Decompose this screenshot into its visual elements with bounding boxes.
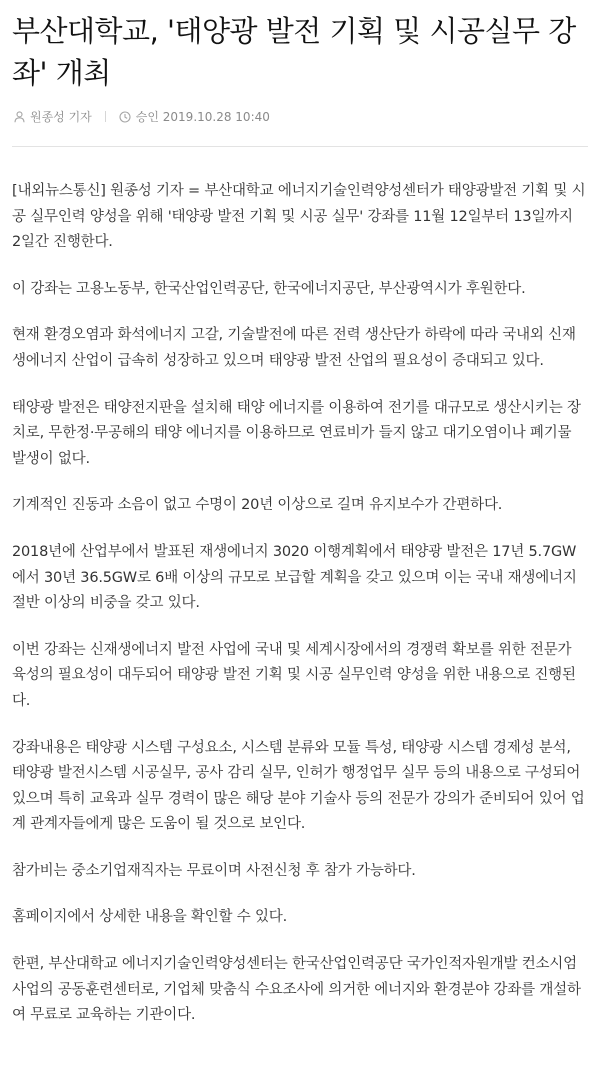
paragraph: [내외뉴스통신] 원종성 기자 = 부산대학교 에너지기술인력양성센터가 태양광발전 기획 및 시공 실무인력 양성을 위해 '태양광 발전 기획 및 시공 실무' 강좌를 11월 12일부터 13일까지 2일간 진행한다.: [12, 183, 586, 251]
paragraph: 한편, 부산대학교 에너지기술인력양성센터는 한국산업인력공단 국가인적자원개발 컨소시엄 사업의 공동훈련센터로, 기업체 맞춤식 수요조사에 의거한 에너지와 환경분야 강좌를 개설하여 무료로 교육하는 기관이다.: [12, 956, 581, 1024]
paragraph: 참가비는 중소기업재직자는 무료이며 사전신청 후 참가 가능하다.: [12, 862, 416, 879]
meta-divider: [105, 111, 106, 122]
approval-time: 승인 2019.10.28 10:40: [135, 110, 270, 124]
article-headline: 부산대학교, '태양광 발전 기획 및 시공실무 강좌' 개최: [12, 14, 576, 90]
paragraph: 홈페이지에서 상세한 내용을 확인할 수 있다.: [12, 909, 287, 926]
paragraph: 현재 환경오염과 화석에너지 고갈, 기술발전에 따른 전력 생산단가 하락에 따라 국내외 신재생에너지 산업이 급속히 성장하고 있으며 태양광 발전 산업의 필요성이 증대되고 있다.: [12, 327, 576, 369]
paragraph: 이번 강좌는 신재생에너지 발전 사업에 국내 및 세계시장에서의 경쟁력 확보를 위한 전문가 육성의 필요성이 대두되어 태양광 발전 기획 및 시공 실무인력 양성을 위한 내용으로 진행된다.: [12, 641, 576, 709]
author-info: [14, 108, 92, 125]
paragraph: 2018년에 산업부에서 발표된 재생에너지 3020 이행계획에서 태양광 발전은 17년 5.7GW에서 30년 36.5GW로 6배 이상의 규모로 보급할 계획을 갖고 있으며 이는 국내 재생에너지 절반 이상의 비중을 갖고 있다.: [12, 543, 577, 612]
paragraph: 강좌내용은 태양광 시스템 구성요소, 시스템 분류와 모듈 특성, 태양광 시스템 경제성 분석, 태양광 발전시스템 시공실무, 공사 감리 실무, 인허가 행정업무 실무 등의 내용으로 구성되어 있으며 특히 교육과 실무 경력이 많은 해당 분야 기술사 등의 전문가 강의가 준비되어 있어 업계 관계자들에게 많은 도움이 될 것으로 보인다.: [12, 739, 585, 833]
paragraph: 기계적인 진동과 소음이 없고 수명이 20년 이상으로 길며 유지보수가 간편하다.: [12, 497, 503, 514]
paragraph: 태양광 발전은 태양전지판을 설치해 태양 에너지를 이용하여 전기를 대규모로 생산시키는 장치로, 무한정·무공해의 태양 에너지를 이용하므로 연료비가 들지 않고 대기오염이나 폐기물 발생이 없다.: [12, 399, 581, 467]
article-body: [12, 179, 586, 1050]
approval-info: [119, 108, 270, 125]
article-meta: [14, 108, 270, 125]
author-name: 원종성 기자: [30, 110, 92, 124]
header-divider: [12, 146, 588, 147]
paragraph: 이 강좌는 고용노동부, 한국산업인력공단, 한국에너지공단, 부산광역시가 후원한다.: [12, 280, 526, 297]
person-icon: [14, 111, 25, 123]
clock-icon: [119, 111, 131, 123]
